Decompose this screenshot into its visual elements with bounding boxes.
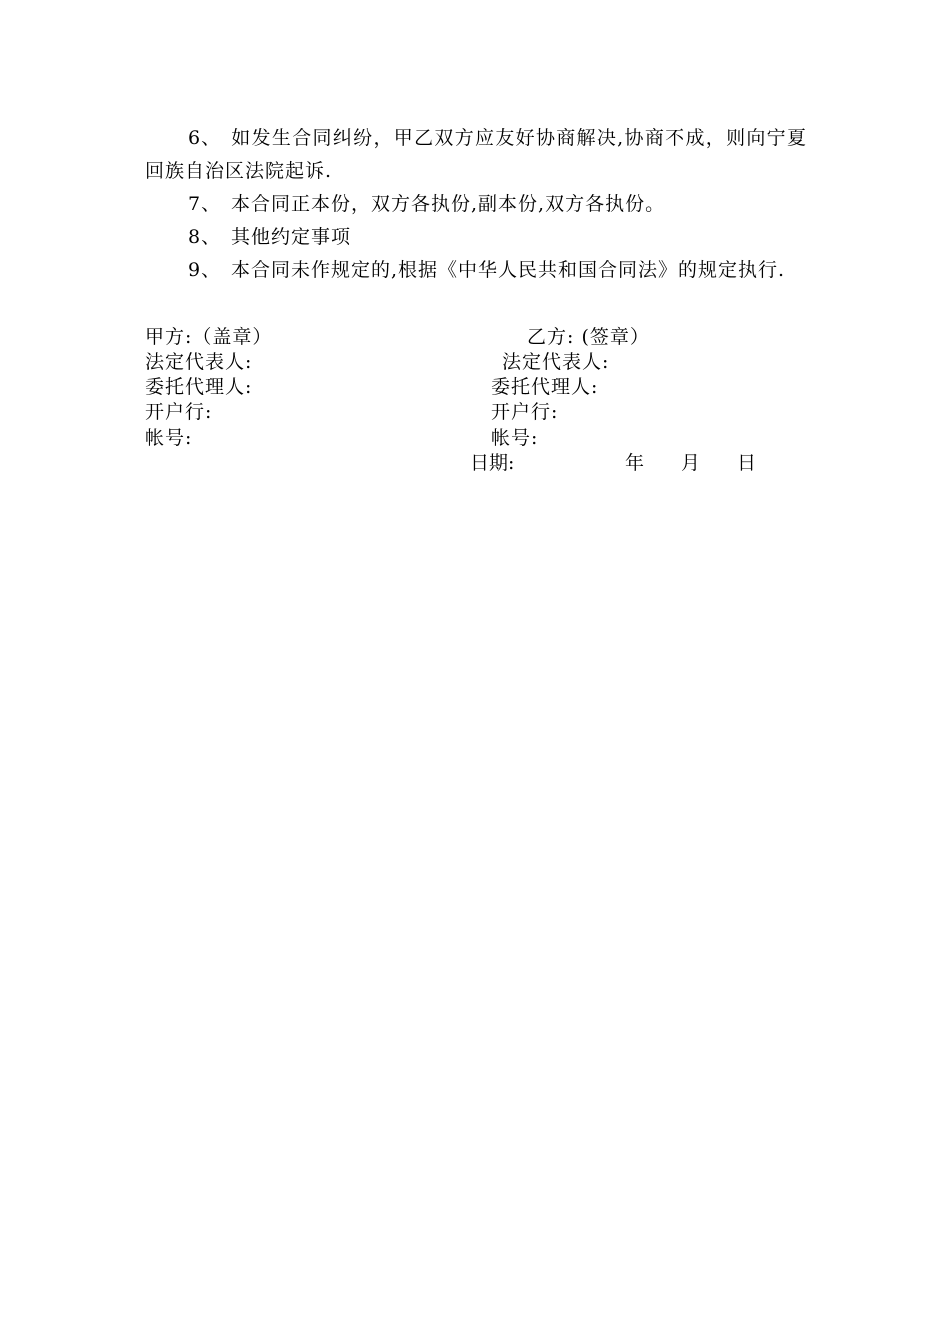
clause-8 xyxy=(145,221,807,254)
party-b-agent: 委托代理人: xyxy=(491,376,599,398)
party-a-account: 帐号: xyxy=(145,427,193,449)
clause-text: 如发生合同纠纷，甲乙双方应友好协商解决,协商不成，则向宁夏回族自治区法院起诉. xyxy=(145,127,807,182)
clause-7 xyxy=(145,188,807,221)
clause-number: 9、 xyxy=(188,259,222,281)
date-year: 年 xyxy=(625,452,645,474)
clause-number: 6、 xyxy=(188,127,222,149)
clause-text: 本合同正本份，双方各执份,副本份,双方各执份。 xyxy=(231,193,666,215)
contract-clauses xyxy=(145,122,807,287)
party-a-agent: 委托代理人: xyxy=(145,376,253,398)
party-b-account: 帐号: xyxy=(491,427,539,449)
date-day: 日 xyxy=(737,452,757,474)
party-a-bank: 开户行: xyxy=(145,401,213,423)
clause-6 xyxy=(145,122,807,188)
date-label: 日期: xyxy=(470,452,515,474)
clause-number: 8、 xyxy=(188,226,222,248)
party-a-legal-rep: 法定代表人: xyxy=(145,351,253,373)
clause-number: 7、 xyxy=(188,193,222,215)
clause-text: 其他约定事项 xyxy=(231,226,352,248)
clause-text: 本合同未作规定的,根据《中华人民共和国合同法》的规定执行. xyxy=(231,259,786,281)
party-b-legal-rep: 法定代表人: xyxy=(502,351,610,373)
date-month: 月 xyxy=(681,452,701,474)
party-b-title: 乙方: (签章） xyxy=(527,326,650,348)
party-a-title: 甲方:（盖章） xyxy=(145,326,273,348)
party-b-bank: 开户行: xyxy=(491,401,559,423)
clause-9 xyxy=(145,254,807,287)
